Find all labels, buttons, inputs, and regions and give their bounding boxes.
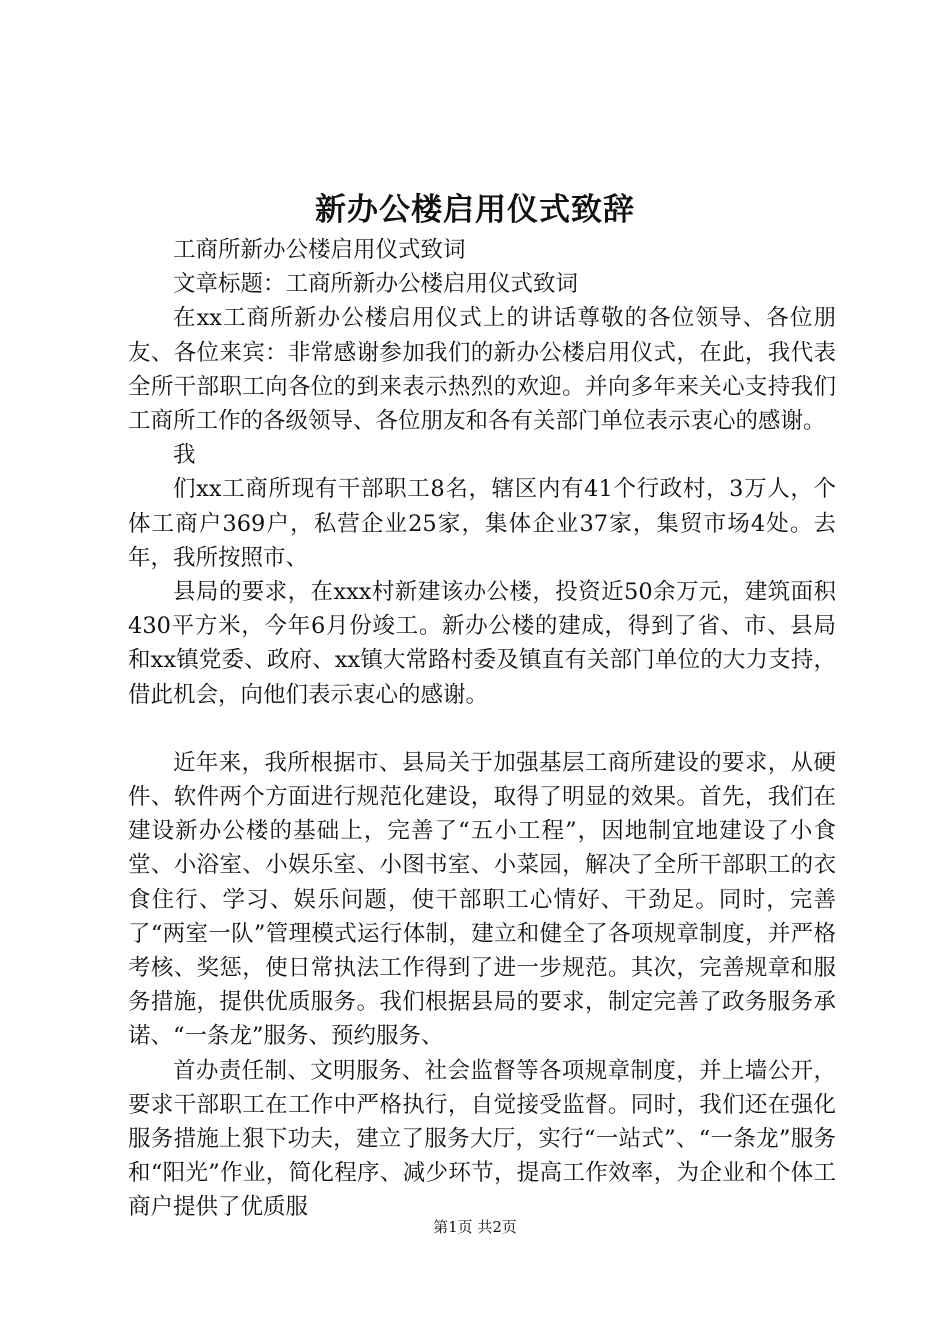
page-footer: 第1页 共2页 [433,1218,517,1236]
paragraph-fragment: 我 [173,442,196,469]
document-body [128,233,836,1225]
paragraph-greeting: 在xx工商所新办公楼启用仪式上的讲话尊敬的各位领导、各位朋友、各位来宾：非常感谢参加我们的新办公楼启用仪式，在此，我代表全所干部职工向各位的到来表示热烈的欢迎。并向多年来关心支持我们工商所工作的各级领导、各位朋友和各有关部门单位表示衷心的感谢。 [128,305,836,435]
paragraph-construction: 县局的要求，在xxx村新建该办公楼，投资近50余万元，建筑面积430平方米，今年6月份竣工。新办公楼的建成，得到了省、市、县局和xx镇党委、政府、xx镇大常路村委及镇直有关部门单位的大力支持，借此机会，向他们表示衷心的感谢。 [128,579,836,708]
paragraph-recent-years: 近年来，我所根据市、县局关于加强基层工商所建设的要求，从硬件、软件两个方面进行规范化建设，取得了明显的效果。首先，我们在建设新办公楼的基础上，完善了“五小工程”，因地制宜地建设了小食堂、小浴室、小娱乐室、小图书室、小菜园，解决了全所干部职工的衣食住行、学习、娱乐问题，使干部职工心情好、干劲足。同时，完善了“两室一队”管理模式运行体制，建立和健全了各项规章制度，并严格考核、奖惩，使日常执法工作得到了进一步规范。其次，完善规章和服务措施，提供优质服务。我们根据县局的要求，制定完善了政务服务承诺、“一条龙”服务、预约服务、 [128,749,836,1050]
paragraph-article-title: 文章标题：工商所新办公楼启用仪式致词 [173,271,579,298]
paragraph-services: 首办责任制、文明服务、社会监督等各项规章制度，并上墙公开，要求干部职工在工作中严格执行，自觉接受监督。同时，我们还在强化服务措施上狠下功夫，建立了服务大厅，实行“一站式”、“一条龙”服务和“阳光”作业，简化程序、减少环节，提高工作效率，为企业和个体工商户提供了优质服 [128,1057,836,1221]
document-title: 新办公楼启用仪式致辞 [315,192,635,228]
paragraph-subtitle: 工商所新办公楼启用仪式致词 [173,237,466,263]
paragraph-overview: 们xx工商所现有干部职工8名，辖区内有41个行政村，3万人，个体工商户369户，私营企业25家，集体企业37家，集贸市场4处。去年，我所按照市、 [128,476,836,571]
